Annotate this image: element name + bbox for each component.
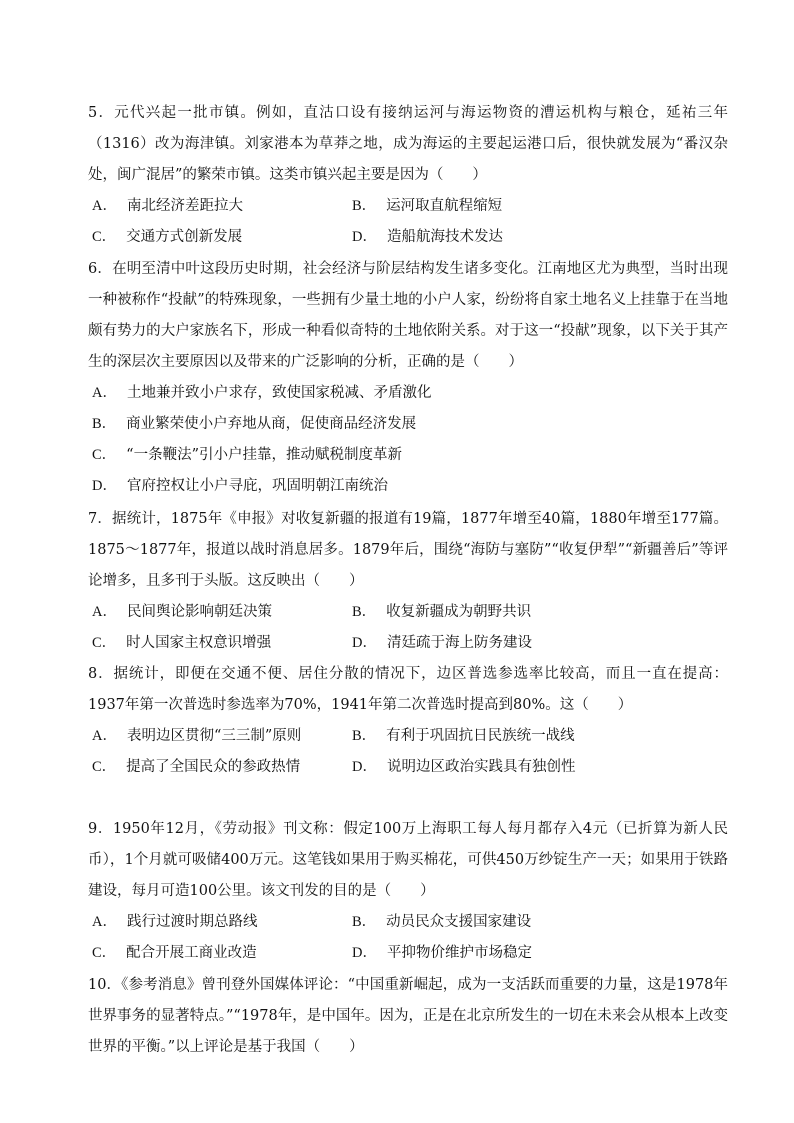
option-d[interactable]: D． 说明边区政治实践具有独创性 — [352, 759, 576, 775]
option-c[interactable]: C． 配合开展工商业改造 — [92, 945, 257, 961]
option-c[interactable]: C． “一条鞭法”引小户挂靠，推动赋税制度革新 — [92, 447, 402, 463]
question-stem: 6．在明至清中叶这段历史时期，社会经济与阶层结构发生诸多变化。江南地区尤为典型，当时出现一种被称作“投献”的特殊现象，一些拥有少量土地的小户人家，纷纷将自家土地名义上挂靠于在当地颇有势力的大户家族名下，形成一种看似奇特的土地依附关系。对于这一“投献”现象，以下关于其产生的深层次主要原因以及带来的广泛影响的分析，正确的是（ ） — [88, 261, 728, 370]
option-c[interactable]: C． 交通方式创新发展 — [92, 229, 243, 245]
question-10 — [88, 970, 728, 1063]
question-stem: 5．元代兴起一批市镇。例如，直沽口设有接纳运河与海运物资的漕运机构与粮仓，延祐三年（1316）改为海津镇。刘家港本为草莽之地，成为海运的主要起运港口后，很快就发展为“番汉杂处，闽广混居”的繁荣市镇。这类市镇兴起主要是因为（ ） — [88, 105, 728, 183]
answer-options — [88, 597, 728, 659]
option-b[interactable]: B． 商业繁荣使小户弃地从商，促使商品经济发展 — [92, 416, 417, 432]
option-a[interactable]: A． 民间舆论影响朝廷决策 — [92, 604, 272, 620]
option-d[interactable]: D． 平抑物价维护市场稳定 — [352, 945, 532, 961]
question-stem: 7．据统计，1875年《申报》对收复新疆的报道有19篇，1877年增至40篇，1880年增至177篇。1875～1877年，报道以战时消息居多。1879年后，围绕“海防与塞防”“收复伊犁”“新疆善后”等评论增多，且多刊于头版。这反映出（ ） — [88, 511, 728, 589]
question-6 — [88, 254, 728, 502]
answer-options — [88, 378, 728, 502]
question-stem: 10．《参考消息》曾刊登外国媒体评论：“中国重新崛起，成为一支活跃而重要的力量，这是1978年世界事务的显著特点。”“1978年，是中国年。因为，正是在北京所发生的一切在未来会从根本上改变世界的平衡。”以上评论是基于我国（ ） — [88, 977, 728, 1055]
answer-options — [88, 191, 728, 253]
question-8 — [88, 659, 728, 783]
question-5 — [88, 98, 728, 253]
question-7 — [88, 504, 728, 659]
option-d[interactable]: D． 官府控权让小户寻庇，巩固明朝江南统治 — [92, 478, 388, 494]
option-c[interactable]: C． 时人国家主权意识增强 — [92, 635, 272, 651]
answer-options — [88, 721, 728, 783]
option-b[interactable]: B． 有利于巩固抗日民族统一战线 — [352, 728, 575, 744]
question-9 — [88, 814, 728, 969]
option-d[interactable]: D． 清廷疏于海上防务建设 — [352, 635, 532, 651]
option-a[interactable]: A． 土地兼并致小户求存，致使国家税减、矛盾激化 — [92, 385, 432, 401]
option-b[interactable]: B． 运河取直航程缩短 — [352, 198, 503, 214]
answer-options — [88, 907, 728, 969]
option-b[interactable]: B． 动员民众支援国家建设 — [352, 914, 532, 930]
option-b[interactable]: B． 收复新疆成为朝野共识 — [352, 604, 532, 620]
option-a[interactable]: A． 表明边区贯彻“三三制”原则 — [92, 728, 302, 744]
option-c[interactable]: C． 提高了全国民众的参政热情 — [92, 759, 301, 775]
question-stem: 8．据统计，即便在交通不便、居住分散的情况下，边区普选参选率比较高，而且一直在提高：1937年第一次普选时参选率为70%，1941年第二次普选时提高到80%。这（ ） — [88, 666, 728, 713]
option-a[interactable]: A． 践行过渡时期总路线 — [92, 914, 258, 930]
option-d[interactable]: D． 造船航海技术发达 — [352, 229, 503, 245]
option-a[interactable]: A． 南北经济差距拉大 — [92, 198, 243, 214]
question-stem: 9．1950年12月，《劳动报》刊文称：假定100万上海职工每人每月都存入4元（已折算为新人民币），1个月就可吸储400万元。这笔钱如果用于购买棉花，可供450万纱锭生产一天；如果用于铁路建设，每月可造100公里。该文刊发的目的是（ ） — [88, 821, 728, 899]
